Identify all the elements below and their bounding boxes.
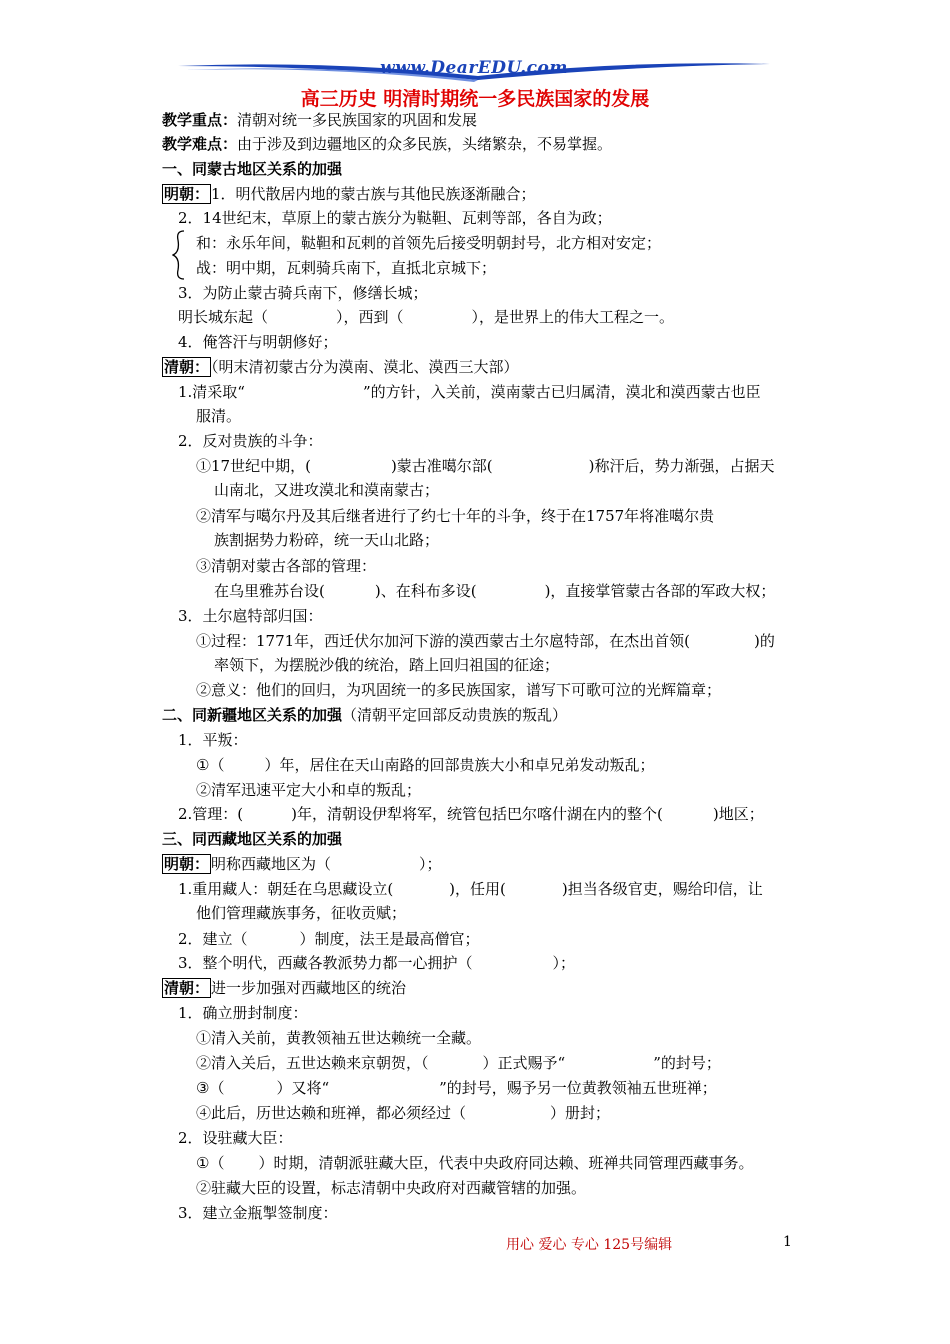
list-item: 1．平叛： [178,731,248,749]
fill-blank-item: 明朝： 明称西藏地区为（ ）； [164,855,442,873]
list-item: 1．确立册封制度： [178,1004,308,1022]
fill-blank-item: 1.重用藏人：朝廷在乌思藏设立( )，任用( )担当各级官吏，赐给印信，让 [178,880,763,898]
brace-icon [172,230,186,280]
list-item: 战：明中期，瓦剌骑兵南下，直抵北京城下； [196,259,497,277]
section-heading: 一、同蒙古地区关系的加强 [162,160,343,178]
fill-blank-item: ①（ ）时期，清朝派驻藏大臣，代表中央政府同达赖、班禅共同管理西藏事务。 [196,1154,754,1172]
fill-blank-item: ④此后，历世达赖和班禅，都必须经过（ ）册封； [196,1104,611,1122]
fill-blank-item: 3．整个明代，西藏各教派势力都一心拥护（ ）； [178,954,576,972]
list-item: 他们管理藏族事务，征收贡赋； [196,904,407,922]
list-item: 山南北，又进攻漠北和漠南蒙古； [214,481,440,499]
section-heading: 三、同西藏地区关系的加强 [162,830,343,848]
list-item: 清朝： （明末清初蒙古分为漠南、漠北、漠西三大部） [164,358,519,376]
list-item: 4．俺答汗与明朝修好； [178,333,338,351]
list-item: 和：永乐年间，鞑靼和瓦剌的首领先后接受明朝封号，北方相对安定； [196,234,662,252]
list-item: 族割据势力粉碎，统一天山北路； [214,531,440,549]
footer-text: 用心 爱心 专心 125号编辑 [506,1237,673,1253]
fill-blank-item: 在乌里雅苏台设( )、在科布多设( )，直接掌管蒙古各部的军政大权； [214,582,776,600]
teaching-focus: 教学重点：清朝对统一多民族国家的巩固和发展 [162,111,478,129]
fill-blank-item: ③（ ）又将“ ”的封号，赐予另一位黄教领袖五世班禅； [196,1079,717,1097]
list-item: 2．14世纪末，草原上的蒙古族分为鞑靼、瓦剌等部，各自为政； [178,209,612,227]
list-item: 3．土尔扈特部归国： [178,607,323,625]
fill-blank-item: ①过程：1771年，西迁伏尔加河下游的漠西蒙古土尔扈特部，在杰出首领( )的 [196,632,775,650]
fill-blank-item: 2.管理：( )年，清朝设伊犁将军，统管包括巴尔喀什湖在内的整个( )地区； [178,805,764,823]
fill-blank-item: ①17世纪中期，( )蒙古准噶尔部( )称汗后，势力渐强，占据天 [196,457,775,475]
section-heading: 二、同新疆地区关系的加强（清朝平定回部反动贵族的叛乱） [162,706,568,724]
page-number: 1 [783,1234,792,1250]
fill-blank-item: 1.清采取“ ”的方针，入关前，漠南蒙古已归属清，漠北和漠西蒙古也臣 [178,383,761,401]
list-item: 2．反对贵族的斗争： [178,432,323,450]
list-item: 服清。 [196,407,242,425]
list-item: ②驻藏大臣的设置，标志清朝中央政府对西藏管辖的加强。 [196,1179,587,1197]
list-item: 2．设驻藏大臣： [178,1129,293,1147]
fill-blank-item: ①（ ）年，居住在天山南路的回部贵族大小和卓兄弟发动叛乱； [196,756,655,774]
list-item: 清朝： 进一步加强对西藏地区的统治 [164,979,407,997]
list-item: 3．建立金瓶掣签制度： [178,1204,338,1222]
list-item: ③清朝对蒙古各部的管理： [196,557,377,575]
teaching-difficulty: 教学难点：由于涉及到边疆地区的众多民族，头绪繁杂，不易掌握。 [162,135,613,153]
list-item: ②清军迅速平定大小和卓的叛乱； [196,781,422,799]
fill-blank-item: 明长城东起（ ），西到（ ），是世界上的伟大工程之一。 [178,308,675,326]
fill-blank-item: 2．建立（ ）制度，法王是最高僧官； [178,930,480,948]
list-item: ②意义：他们的回归，为巩固统一的多民族国家，谱写下可歌可泣的光辉篇章； [196,681,722,699]
list-item: 3．为防止蒙古骑兵南下，修缮长城； [178,284,428,302]
fill-blank-item: ②清入关后，五世达赖来京朝贺，（ ）正式赐予“ ”的封号； [196,1054,721,1072]
list-item: 明朝： 1．明代散居内地的蒙古族与其他民族逐渐融合； [164,185,536,203]
list-item: 率领下，为摆脱沙俄的统治，踏上回归祖国的征途； [214,656,560,674]
list-item: ②清军与噶尔丹及其后继者进行了约七十年的斗争，终于在1757年将准噶尔贵 [196,507,715,525]
site-name: www.DearEDU.com [380,58,568,78]
header-banner [178,58,770,84]
list-item: ①清入关前，黄教领袖五世达赖统一全藏。 [196,1029,482,1047]
page-title: 高三历史 明清时期统一多民族国家的发展 [300,88,650,110]
